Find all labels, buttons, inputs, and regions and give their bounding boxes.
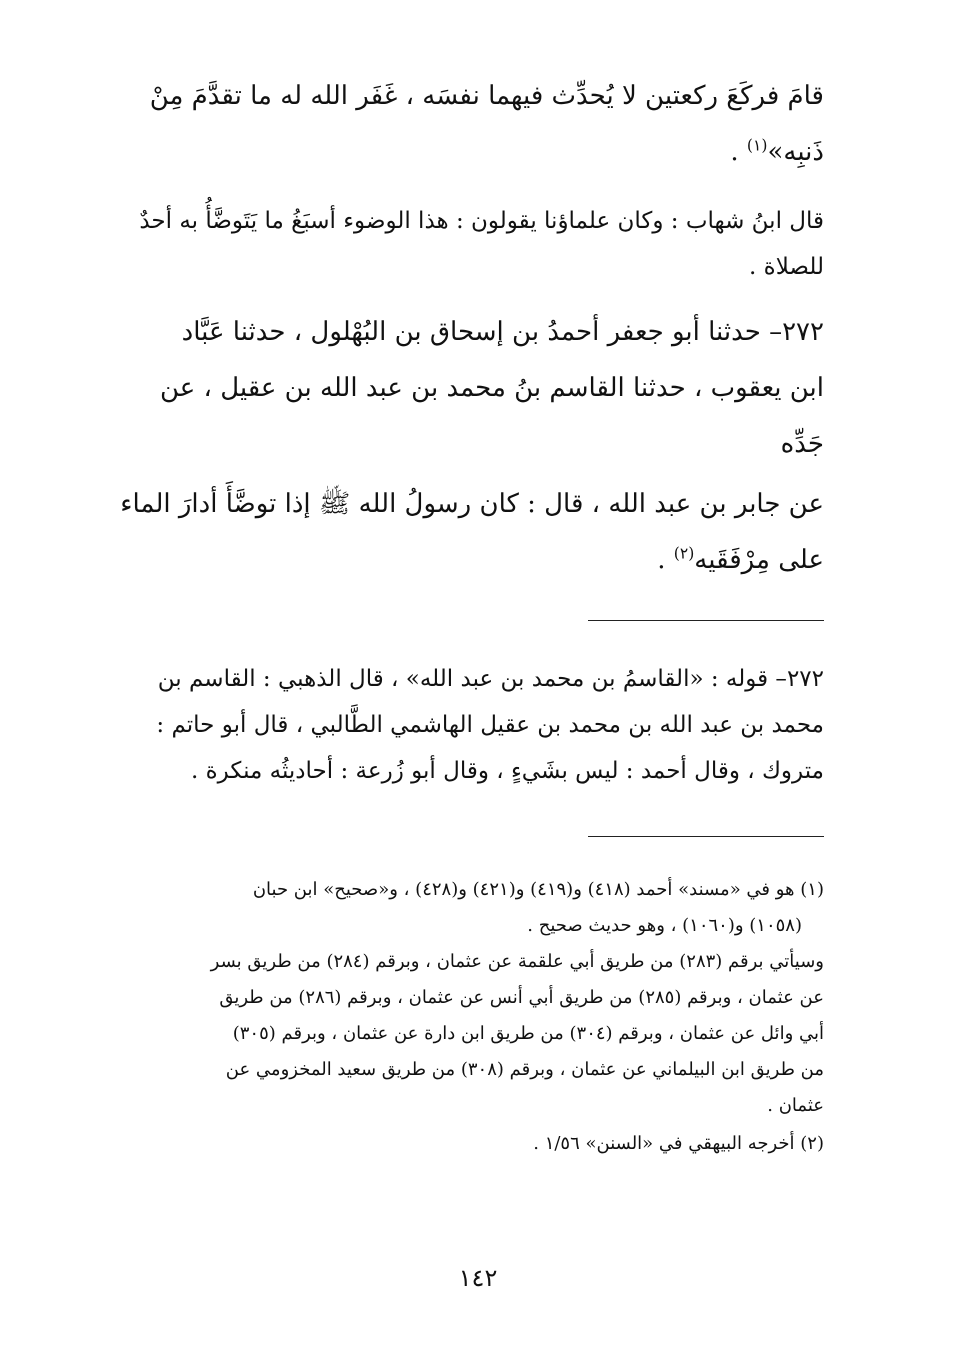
text-line: (١) هو في «مسند» أحمد (٤١٨) و(٤١٩) و(٤٢١) و(٤٢٨) ، و«صحيح» ابن حبان <box>252 879 824 900</box>
commentary-272 <box>118 656 824 794</box>
text-span: ذَنبِه» <box>767 137 824 167</box>
text-line: (١٠٥٨) و(١٠٦٠) ، وهو حديث صحيح . <box>527 915 802 936</box>
text-line: عن جابر بن عبد الله ، قال : كان رسولُ الله ﷺ إذا توضَّأَ أدارَ الماء <box>120 489 824 519</box>
text-line: ابن يعقوب ، حدثنا القاسم بنُ محمد بن عبد الله بن عقيل ، عن <box>159 373 824 403</box>
footnote-ref-1[interactable]: (١) <box>746 136 768 155</box>
text-line: ٢٧٢– قوله : «القاسمُ بن محمد بن عبد الله» ، قال الذهبي : القاسم بن <box>157 666 824 692</box>
text-line: محمد بن عبد الله بن محمد بن عقيل الهاشمي الطَّالبي ، قال أبو حاتم : <box>156 712 824 738</box>
paragraph-ibn-shihab <box>118 198 824 290</box>
paragraph-isnad-272 <box>118 304 824 472</box>
text-line: ٢٧٢– حدثنا أبو جعفر أحمدُ بن إسحاق بن البُهْلول ، حدثنا عَبَّاد <box>181 317 824 347</box>
page-number: ١٤٢ <box>458 1264 498 1292</box>
divider-rule <box>588 620 824 621</box>
text-line: (٢) أخرجه البيهقي في «السنن» ١/٥٦ . <box>533 1133 824 1154</box>
text-line: متروك ، وقال أحمد : ليس بشَيءٍ ، وقال أبو زُرعة : أحاديثُه منكرة . <box>191 758 824 784</box>
text-line: من طريق ابن البيلماني عن عثمان ، وبرقم (٣٠٨) من طريق سعيد المخزومي عن <box>225 1059 824 1080</box>
text-line <box>118 532 824 588</box>
text-line <box>118 124 824 180</box>
text-line: قامَ فركَعَ ركعتين لا يُحدِّث فيهما نفسَه ، غَفَر الله له ما تقدَّمَ مِنْ <box>149 81 824 111</box>
footnote-2 <box>118 1126 824 1162</box>
footnote-1 <box>118 872 824 1124</box>
text-span: على مِرْفَقَيه <box>694 545 824 575</box>
paragraph-matn-272 <box>118 476 824 588</box>
text-line: عثمان . <box>767 1095 824 1116</box>
paragraph-hadith-end <box>118 68 824 180</box>
text-span: . <box>730 137 747 167</box>
text-span: . <box>657 545 674 575</box>
footnote-ref-2[interactable]: (٢) <box>673 544 695 563</box>
text-line: عن عثمان ، وبرقم (٢٨٥) من طريق أبي أنس عن عثمان ، وبرقم (٢٨٦) من طريق <box>219 987 824 1008</box>
text-line: للصلاة . <box>749 254 824 280</box>
text-line: جَدِّه <box>780 429 824 459</box>
divider-rule <box>588 836 824 837</box>
text-line: أبي وائل عن عثمان ، وبرقم (٣٠٤) من طريق ابن دارة عن عثمان ، وبرقم (٣٠٥) <box>232 1023 824 1044</box>
text-line: قال ابنُ شهاب : وكان علماؤنا يقولون : هذا الوضوء أسبَغُ ما يَتَوضَّأُ به أحدٌ <box>139 208 824 234</box>
text-line: وسيأتي برقم (٢٨٣) من طريق أبي علقمة عن عثمان ، وبرقم (٢٨٤) من طريق بسر <box>210 951 824 972</box>
